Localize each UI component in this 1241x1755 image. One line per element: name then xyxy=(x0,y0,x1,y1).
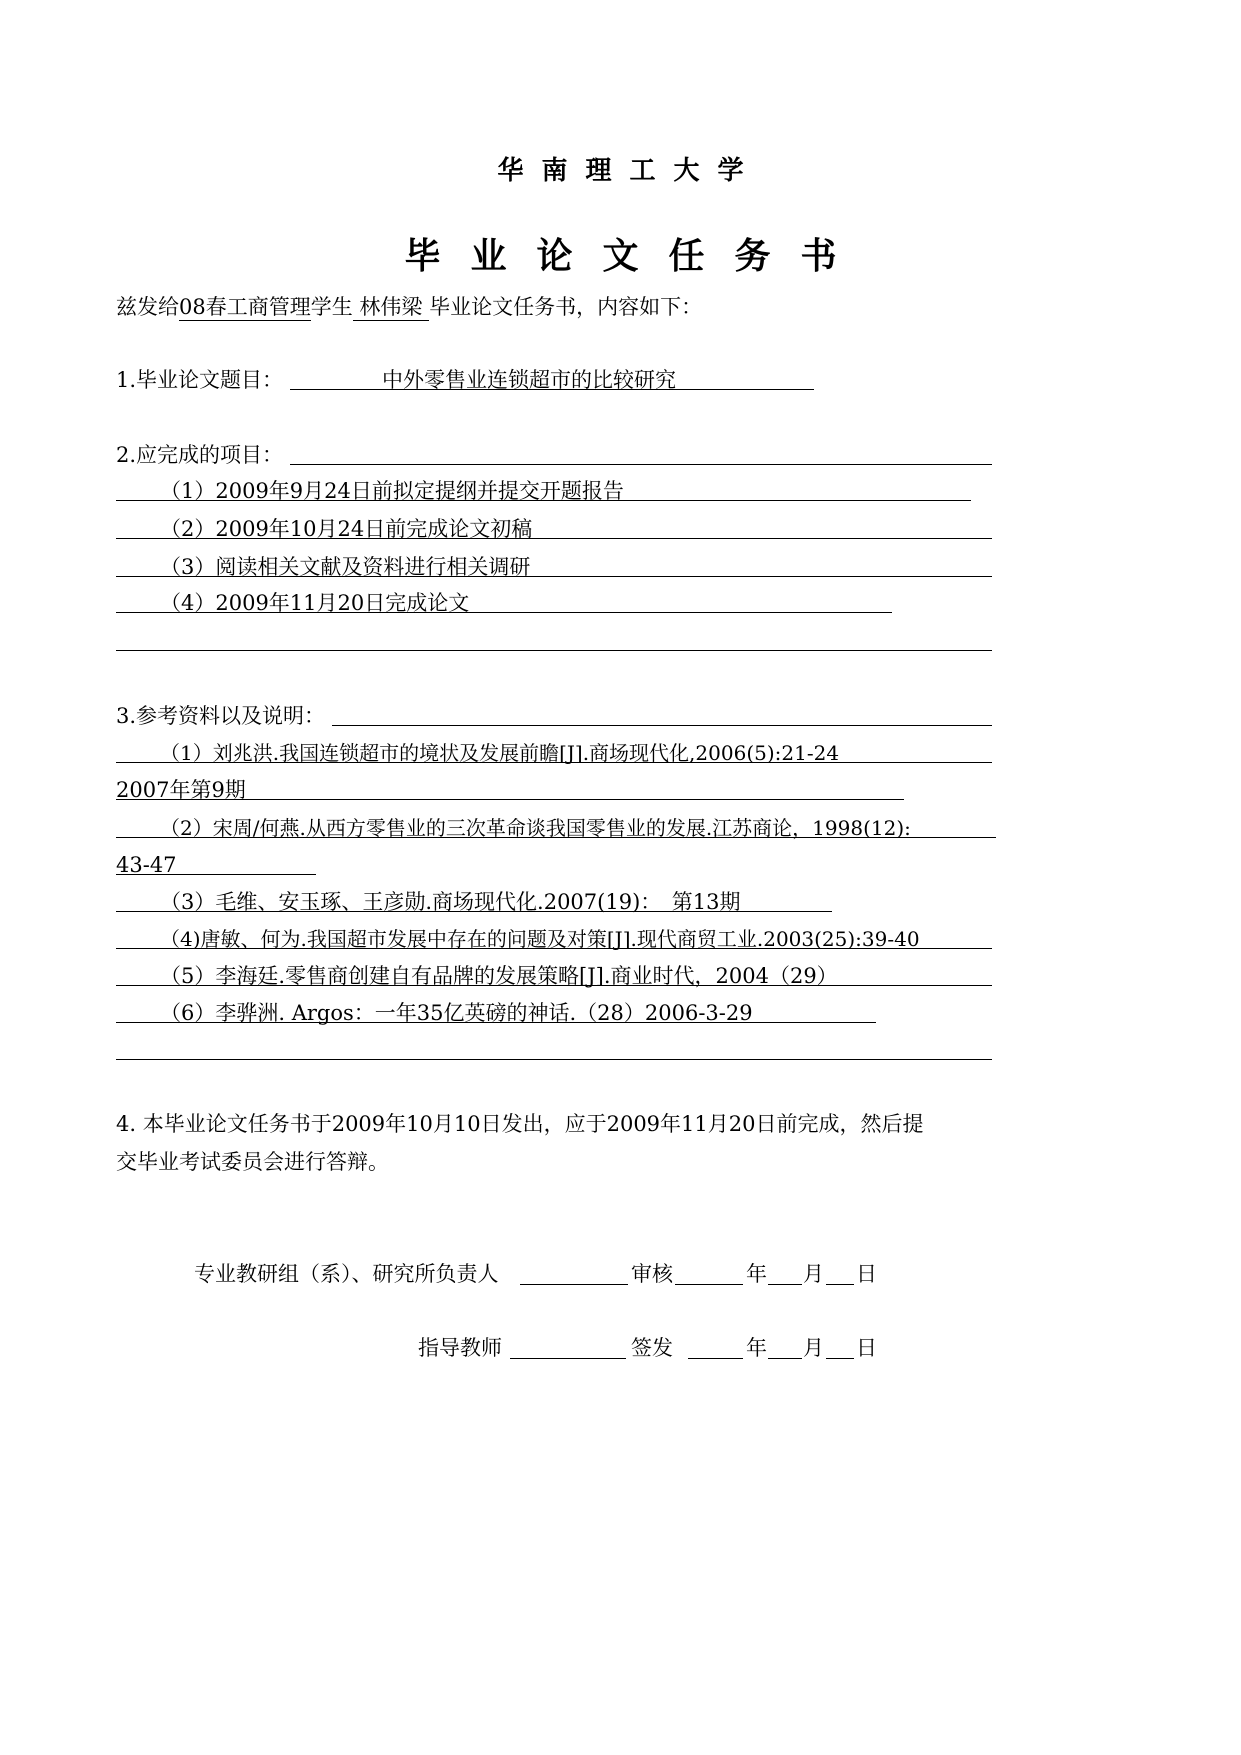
reference-2-cont: 43-47 xyxy=(116,853,177,877)
issue-month-line xyxy=(768,1358,802,1359)
reference-1: （1）刘兆洪.我国连锁超市的境状及发展前瞻[J].商场现代化,2006(5):21-24 xyxy=(160,741,840,765)
dept-head-signature-line xyxy=(520,1284,628,1285)
issue-year-line xyxy=(688,1358,743,1359)
issue-label: 签发 xyxy=(631,1336,673,1360)
section2-label: 2.应完成的项目： xyxy=(116,443,284,467)
review-year-label: 年 xyxy=(746,1262,767,1286)
section2-underline xyxy=(290,464,992,465)
review-month-label: 月 xyxy=(803,1262,824,1286)
intro-line xyxy=(116,293,702,321)
review-day-line xyxy=(826,1284,854,1285)
issue-day-line xyxy=(826,1358,854,1359)
advisor-signature-line xyxy=(510,1358,626,1359)
review-label: 审核 xyxy=(631,1262,673,1286)
section4-line-1: 4. 本毕业论文任务书于2009年10月10日发出，应于2009年11月20日前完成，然后提 xyxy=(116,1112,924,1136)
reference-3: （3）毛维、安玉琢、王彦勋.商场现代化.2007(19)： 第13期 xyxy=(160,890,741,914)
issue-day-label: 日 xyxy=(856,1336,877,1360)
project-item-2: （2）2009年10月24日前完成论文初稿 xyxy=(160,517,533,541)
intro-suffix: 毕业论文任务书，内容如下： xyxy=(429,295,703,319)
reference-1-cont: 2007年第9期 xyxy=(116,778,246,802)
class-name: 08春工商管理 xyxy=(179,295,311,319)
section3-underline xyxy=(332,725,992,726)
student-name: 林伟梁 xyxy=(352,295,430,319)
reference-2: （2）宋周/何燕.从西方零售业的三次革命谈我国零售业的发展.江苏商论，1998(12): xyxy=(160,816,911,840)
project-item-1: （1）2009年9月24日前拟定提纲并提交开题报告 xyxy=(160,479,624,503)
section3-label: 3.参考资料以及说明： xyxy=(116,704,326,728)
section3-blank-line xyxy=(116,1059,992,1060)
review-month-line xyxy=(768,1284,802,1285)
dept-head-label: 专业教研组（系）、研究所负责人 xyxy=(194,1262,499,1286)
reference-6: （6）李骅洲. Argos：一年35亿英磅的神话.（28）2006-3-29 xyxy=(160,1001,753,1025)
project-item-4: （4）2009年11月20日完成论文 xyxy=(160,591,470,615)
advisor-label: 指导教师 xyxy=(418,1336,502,1360)
section4-line-2: 交毕业考试委员会进行答辩。 xyxy=(116,1150,389,1174)
reference-5: （5）李海廷.零售商创建自有品牌的发展策略[J].商业时代，2004（29） xyxy=(160,964,838,988)
section1-label: 1.毕业论文题目： xyxy=(116,368,284,392)
reference-4: （4)唐敏、何为.我国超市发展中存在的问题及对策[J].现代商贸工业.2003(25):39-40 xyxy=(160,927,920,951)
issue-year-label: 年 xyxy=(746,1336,767,1360)
university-name: 华南理工大学 xyxy=(497,156,762,186)
issue-month-label: 月 xyxy=(803,1336,824,1360)
review-day-label: 日 xyxy=(856,1262,877,1286)
project-item-3: （3）阅读相关文献及资料进行相关调研 xyxy=(160,555,531,579)
intro-prefix: 兹发给 xyxy=(116,295,179,319)
review-year-line xyxy=(675,1284,743,1285)
document-title: 毕业论文任务书 xyxy=(404,236,867,277)
thesis-topic: 中外零售业连锁超市的比较研究 xyxy=(382,368,676,392)
section2-blank-line xyxy=(116,650,992,651)
student-word: 学生 xyxy=(310,295,353,319)
